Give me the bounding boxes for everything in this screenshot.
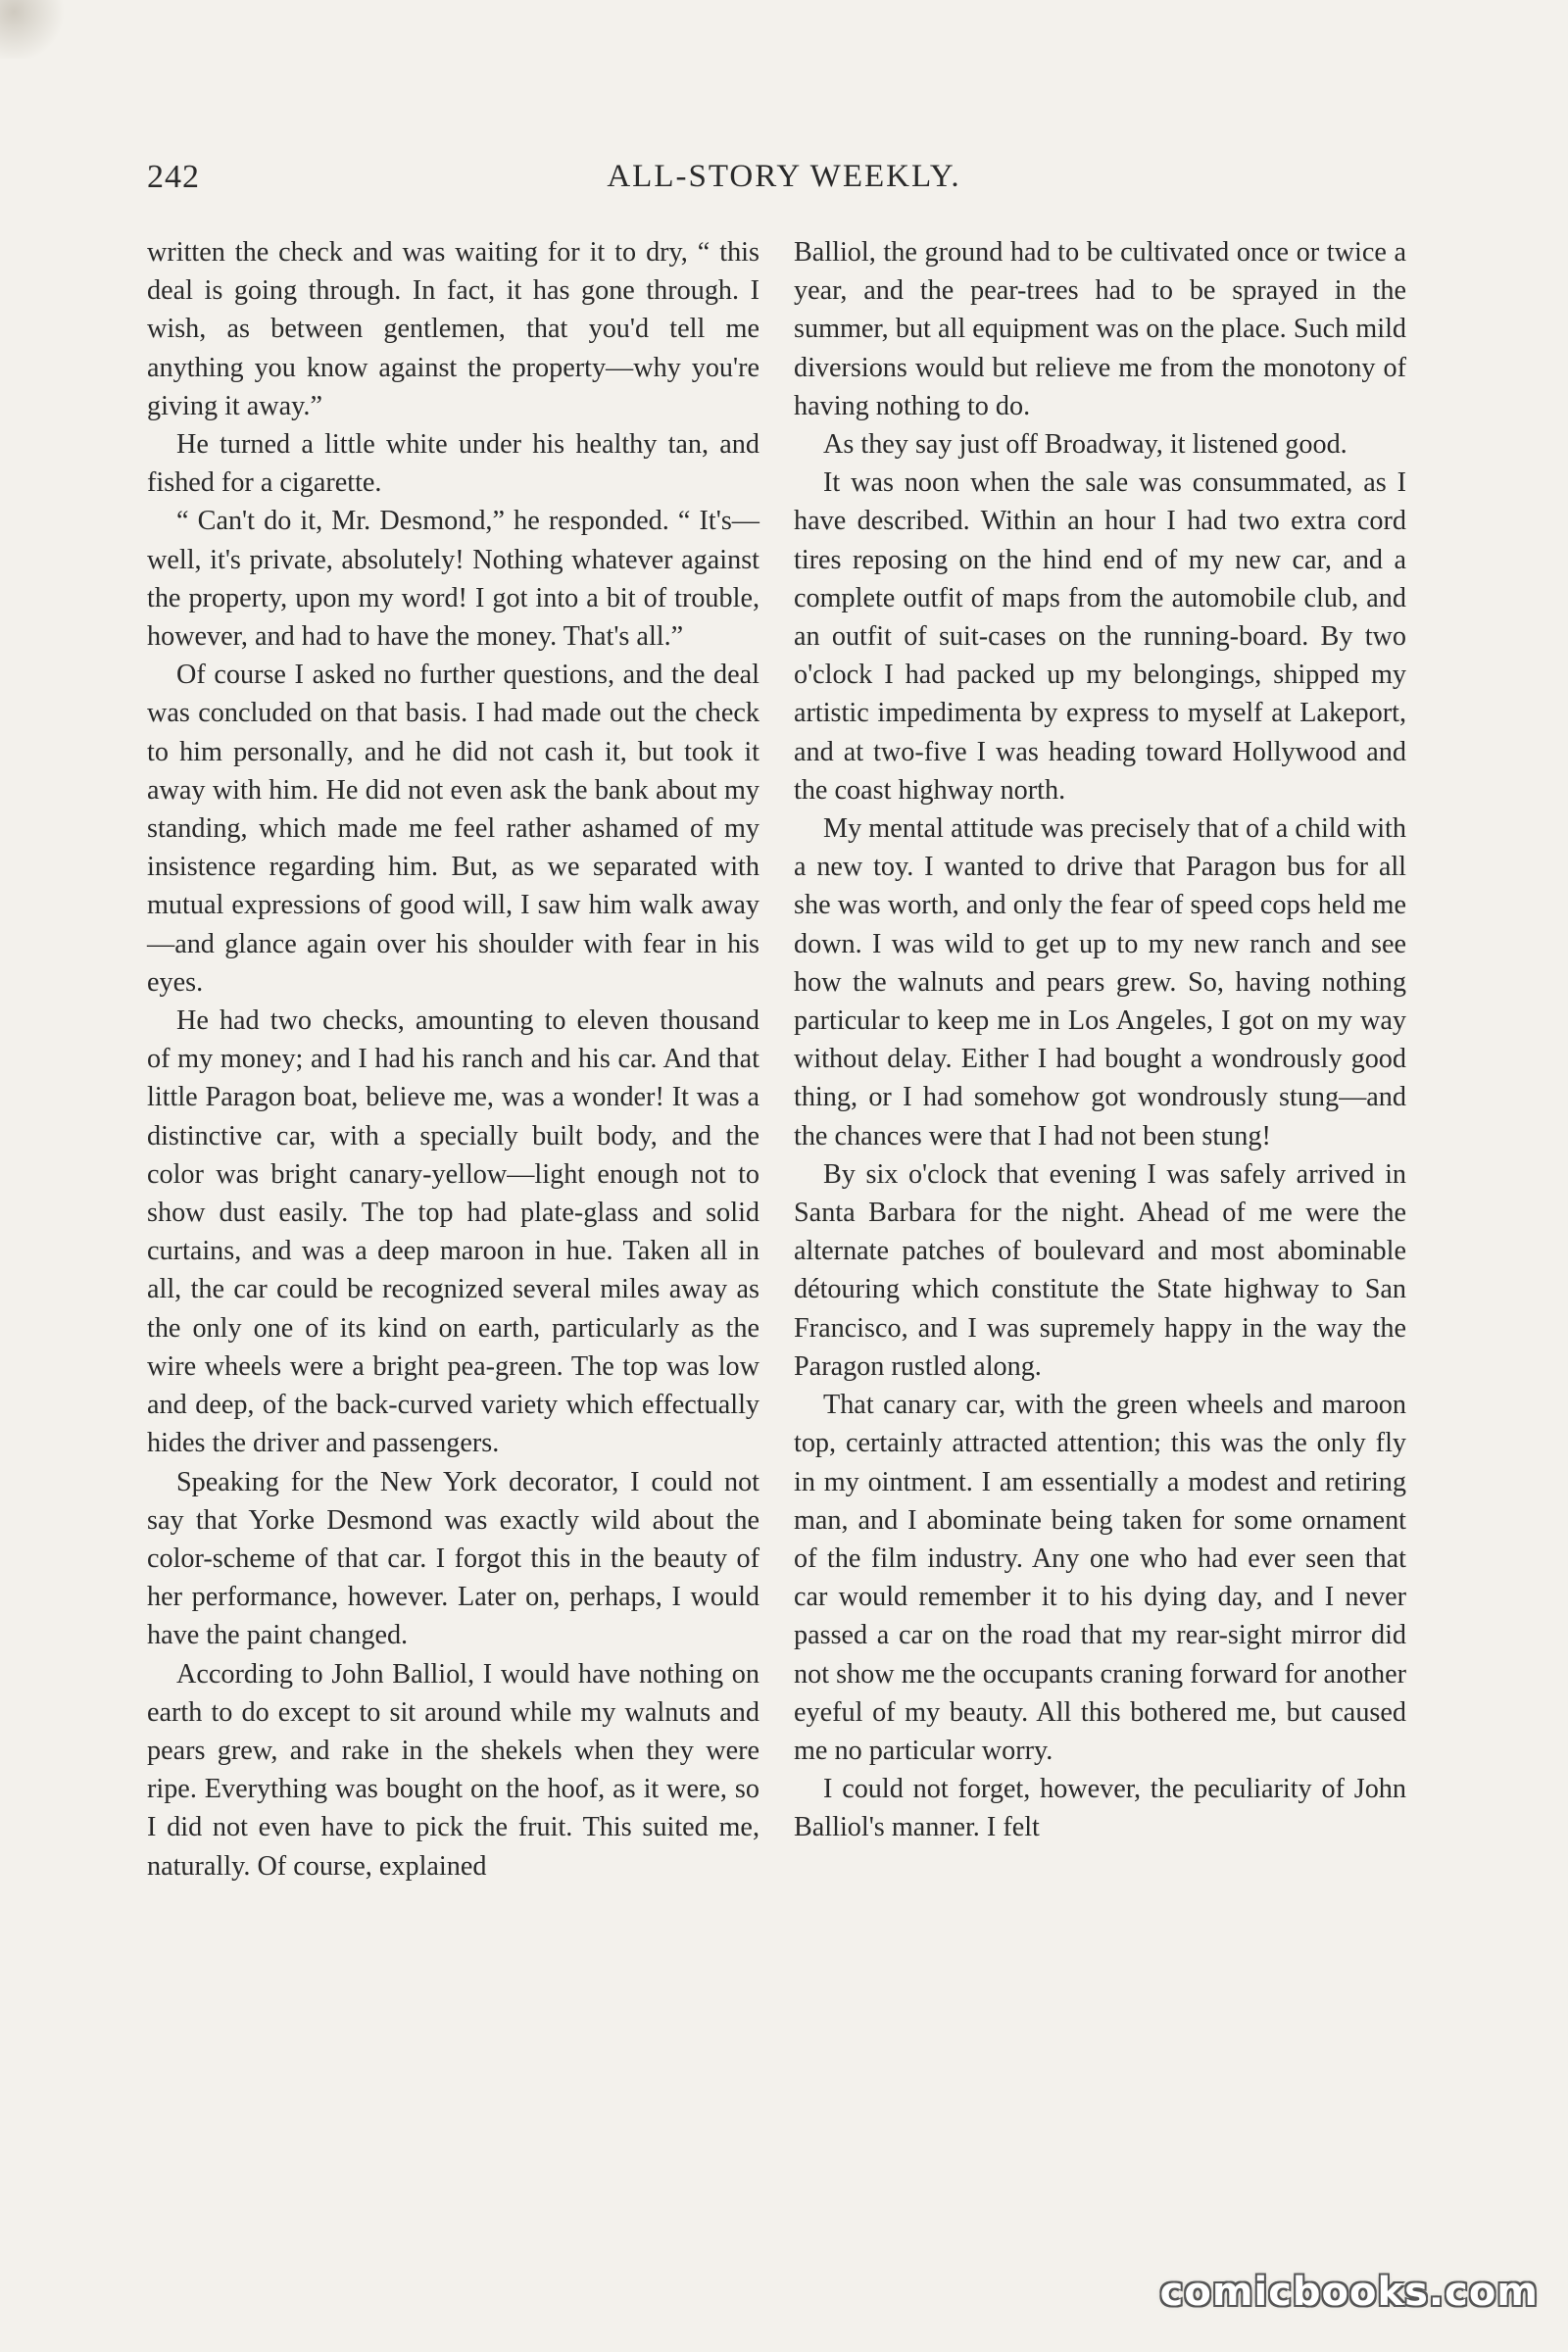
paragraph: Speaking for the New York decorator, I could not say that Yorke Desmond was exactly wild about the color-scheme of that car. I forgot this in the beauty of her performance, however. Later on, perhaps, I would have the paint changed. — [147, 1466, 760, 1651]
paragraph: I could not forget, however, the peculiarity of John Balliol's manner. I felt — [794, 1774, 1406, 1843]
article-body — [147, 233, 1421, 2223]
paragraph: As they say just off Broadway, it listened good. — [823, 429, 1348, 461]
page-number: 242 — [147, 159, 200, 195]
paragraph: “ Can't do it, Mr. Desmond,” he responded. “ It's—well, it's private, absolutely! Nothing whatever against the property, upon my word! I got into a bit of trouble, however, and had to have the money. That's all.” — [147, 506, 760, 653]
paragraph: written the check and was waiting for it to dry, “ this deal is going through. In fact, it has gone through. I wish, as between gentlemen, that you'd tell me anything you know against the property—why you're giving it away.” — [147, 237, 760, 421]
paragraph: He had two checks, amounting to eleven thousand of my money; and I had his ranch and his car. And that little Paragon boat, believe me, was a wonder! It was a distinctive car, with a specially built body, and the color was bright canary-yellow—light enough not to show dust easily. The top had plate-glass and solid curtains, and was a deep maroon in hue. Taken all in all, the car could be recognized several miles away as the only one of its kind on earth, particularly as the wire wheels were a bright pea-green. The top was low and deep, of the back-curved variety which effectually hides the driver and passengers. — [147, 1005, 760, 1459]
paragraph: My mental attitude was precisely that of a child with a new toy. I wanted to drive that Paragon bus for all she was worth, and only the fear of speed cops held me down. I was wild to get up to my new ranch and see how the walnuts and pears grew. So, having nothing particular to keep me in Los Angeles, I got on my way without delay. Either I had bought a wondrously good thing, or I had somehow got wondrously stung—and the chances were that I had not been stung! — [794, 813, 1406, 1152]
right-column — [794, 233, 1406, 1847]
paragraph: According to John Balliol, I would have nothing on earth to do except to sit around while my walnuts and pears grew, and rake in the shekels when they were ripe. Everything was bought on the hoof, as it were, so I did not even have to pick the fruit. This suited me, naturally. Of course, explained — [147, 1658, 760, 1882]
paragraph: He turned a little white under his healthy tan, and fished for a cigarette. — [147, 429, 760, 499]
running-title: ALL-STORY WEEKLY. — [607, 159, 961, 194]
page-header — [147, 159, 1421, 208]
watermark-logo: comicbooks.com — [1159, 2270, 1539, 2315]
left-column — [147, 233, 760, 1886]
paragraph: It was noon when the sale was consummated, as I have described. Within an hour I had two extra cord tires reposing on the hind end of my new car, and a complete outfit of maps from the automobile club, and an outfit of suit-cases on the running-board. By two o'clock I had packed up my belongings, shipped my artistic impedimenta by express to myself at Lakeport, and at two-five I was heading toward Hollywood and the coast highway north. — [794, 467, 1406, 806]
paragraph: By six o'clock that evening I was safely arrived in Santa Barbara for the night. Ahead of me were the alternate patches of boulevard and most abominable détouring which constitute the State highway to San Francisco, and I was supremely happy in the way the Paragon rustled along. — [794, 1158, 1406, 1382]
scan-smudge — [0, 0, 69, 59]
paragraph: That canary car, with the green wheels and maroon top, certainly attracted attention; this was the only fly in my ointment. I am essentially a modest and retiring man, and I abominate being taken for some ornament of the film industry. Any one who had ever seen that car would remember it to his dying day, and I never passed a car on the road that my rear-sight mirror did not show me the occupants craning forward for another eyeful of my beauty. All this bothered me, but caused me no particular worry. — [794, 1390, 1406, 1766]
paragraph: Of course I asked no further questions, and the deal was concluded on that basis. I had made out the check to him personally, and he did not cash it, but took it away with him. He did not even ask the bank about my standing, which made me feel rather ashamed of my insistence regarding him. But, as we separated with mutual expressions of good will, I saw him walk away —and glance again over his shoulder with fear in his eyes. — [147, 660, 760, 998]
paragraph: Balliol, the ground had to be cultivated once or twice a year, and the pear-trees had to be sprayed in the summer, but all equipment was on the place. Such mild diversions would but relieve me from the monotony of having nothing to do. — [794, 237, 1406, 421]
